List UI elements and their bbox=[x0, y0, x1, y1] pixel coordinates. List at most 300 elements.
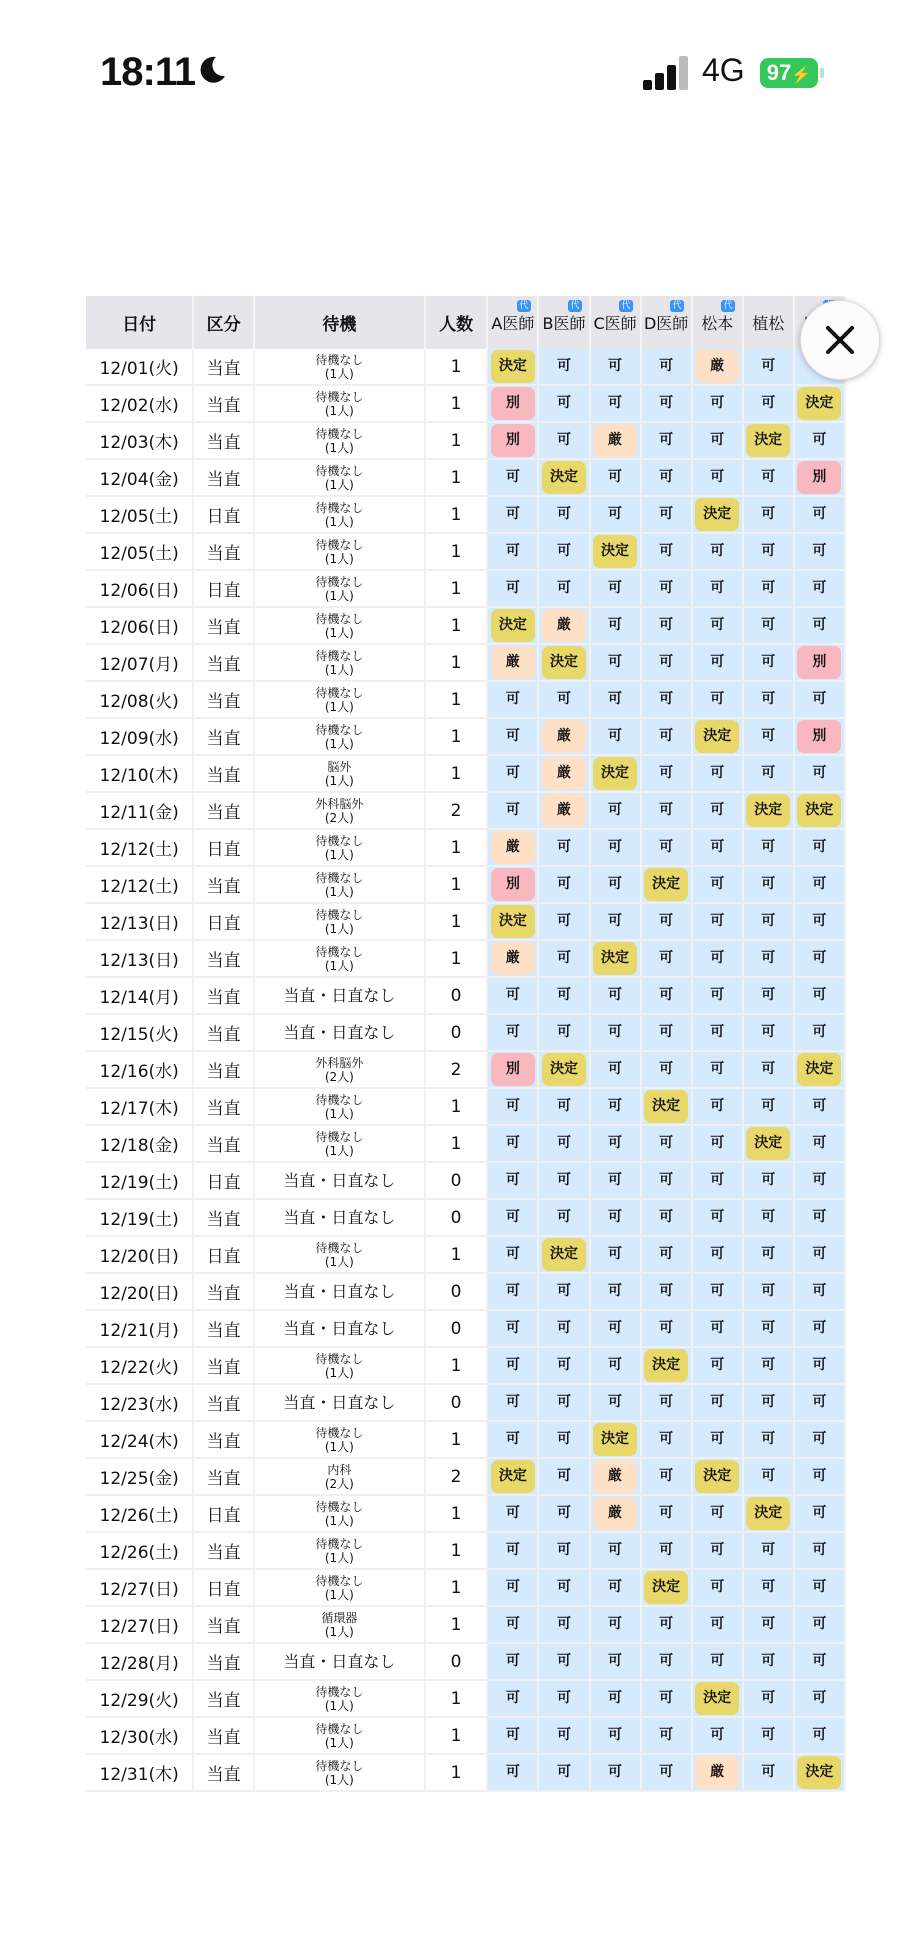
availability-cell[interactable] bbox=[538, 866, 589, 903]
availability-cell[interactable] bbox=[794, 1606, 845, 1643]
availability-cell[interactable] bbox=[590, 755, 641, 792]
availability-cell[interactable] bbox=[743, 1643, 794, 1680]
availability-cell[interactable] bbox=[743, 1384, 794, 1421]
availability-cell[interactable] bbox=[692, 422, 743, 459]
availability-cell[interactable] bbox=[794, 1680, 845, 1717]
availability-cell[interactable] bbox=[692, 570, 743, 607]
availability-cell[interactable] bbox=[641, 496, 692, 533]
availability-cell[interactable] bbox=[794, 459, 845, 496]
availability-cell[interactable] bbox=[487, 1569, 538, 1606]
availability-cell[interactable] bbox=[641, 1643, 692, 1680]
availability-cell[interactable] bbox=[538, 1717, 589, 1754]
availability-cell[interactable] bbox=[487, 792, 538, 829]
availability-cell[interactable] bbox=[590, 1051, 641, 1088]
availability-cell[interactable] bbox=[538, 792, 589, 829]
availability-cell[interactable] bbox=[538, 1310, 589, 1347]
availability-cell[interactable] bbox=[794, 718, 845, 755]
availability-cell[interactable] bbox=[794, 385, 845, 422]
availability-cell[interactable] bbox=[538, 1384, 589, 1421]
availability-cell[interactable] bbox=[590, 1125, 641, 1162]
availability-cell[interactable] bbox=[487, 385, 538, 422]
availability-cell[interactable] bbox=[590, 496, 641, 533]
availability-cell[interactable] bbox=[794, 1014, 845, 1051]
availability-cell[interactable] bbox=[590, 459, 641, 496]
availability-cell[interactable] bbox=[487, 1310, 538, 1347]
availability-chip: 決定 bbox=[491, 609, 535, 642]
availability-cell[interactable] bbox=[743, 1088, 794, 1125]
schedule-table-container[interactable] bbox=[86, 296, 834, 1790]
availability-cell[interactable] bbox=[590, 1236, 641, 1273]
availability-cell[interactable] bbox=[538, 1199, 589, 1236]
availability-cell[interactable] bbox=[641, 1680, 692, 1717]
availability-cell[interactable] bbox=[487, 422, 538, 459]
availability-cell[interactable] bbox=[692, 1125, 743, 1162]
availability-cell[interactable] bbox=[794, 1532, 845, 1569]
availability-cell[interactable] bbox=[794, 1347, 845, 1384]
availability-cell[interactable] bbox=[538, 1495, 589, 1532]
availability-cell[interactable] bbox=[641, 607, 692, 644]
availability-cell[interactable] bbox=[487, 1125, 538, 1162]
availability-cell[interactable] bbox=[692, 1014, 743, 1051]
row-wait bbox=[254, 829, 425, 866]
availability-cell[interactable] bbox=[743, 1717, 794, 1754]
availability-cell[interactable] bbox=[743, 533, 794, 570]
availability-cell[interactable] bbox=[590, 607, 641, 644]
availability-cell[interactable] bbox=[590, 533, 641, 570]
availability-cell[interactable] bbox=[743, 459, 794, 496]
availability-cell[interactable] bbox=[743, 496, 794, 533]
availability-cell[interactable] bbox=[692, 1199, 743, 1236]
availability-cell[interactable] bbox=[641, 977, 692, 1014]
availability-cell[interactable] bbox=[692, 459, 743, 496]
availability-cell[interactable] bbox=[538, 829, 589, 866]
availability-cell[interactable] bbox=[743, 977, 794, 1014]
row-wait bbox=[254, 1273, 425, 1310]
availability-cell[interactable] bbox=[794, 1495, 845, 1532]
availability-cell[interactable] bbox=[487, 903, 538, 940]
availability-cell[interactable] bbox=[743, 755, 794, 792]
header-doctor[interactable] bbox=[487, 296, 538, 349]
header-doctor[interactable] bbox=[743, 296, 794, 349]
availability-cell[interactable] bbox=[641, 1199, 692, 1236]
availability-cell[interactable] bbox=[590, 1088, 641, 1125]
availability-cell[interactable] bbox=[641, 459, 692, 496]
availability-cell[interactable] bbox=[743, 903, 794, 940]
availability-cell[interactable] bbox=[590, 1162, 641, 1199]
availability-cell[interactable] bbox=[641, 1754, 692, 1791]
availability-cell[interactable] bbox=[538, 459, 589, 496]
availability-cell[interactable] bbox=[692, 1384, 743, 1421]
availability-cell[interactable] bbox=[538, 1643, 589, 1680]
availability-cell[interactable] bbox=[538, 755, 589, 792]
availability-cell[interactable] bbox=[590, 422, 641, 459]
availability-cell[interactable] bbox=[487, 533, 538, 570]
availability-cell[interactable] bbox=[487, 755, 538, 792]
availability-cell[interactable] bbox=[692, 1236, 743, 1273]
availability-cell[interactable] bbox=[538, 385, 589, 422]
header-count[interactable]: 人数 bbox=[425, 296, 488, 349]
header-wait[interactable]: 待機 bbox=[254, 296, 425, 349]
availability-cell[interactable] bbox=[794, 570, 845, 607]
availability-cell[interactable] bbox=[794, 1717, 845, 1754]
availability-cell[interactable] bbox=[641, 681, 692, 718]
availability-cell[interactable] bbox=[641, 1532, 692, 1569]
availability-cell[interactable] bbox=[590, 1495, 641, 1532]
availability-cell[interactable] bbox=[794, 644, 845, 681]
header-doctor[interactable] bbox=[692, 296, 743, 349]
availability-cell[interactable] bbox=[487, 1643, 538, 1680]
availability-cell[interactable] bbox=[538, 570, 589, 607]
availability-cell[interactable] bbox=[794, 1125, 845, 1162]
availability-cell[interactable] bbox=[538, 1569, 589, 1606]
availability-cell[interactable] bbox=[743, 1236, 794, 1273]
availability-cell[interactable] bbox=[794, 1569, 845, 1606]
availability-cell[interactable] bbox=[487, 1384, 538, 1421]
availability-cell[interactable] bbox=[538, 1532, 589, 1569]
availability-cell[interactable] bbox=[692, 1273, 743, 1310]
availability-cell[interactable] bbox=[538, 681, 589, 718]
availability-cell[interactable] bbox=[538, 533, 589, 570]
availability-cell[interactable] bbox=[487, 459, 538, 496]
availability-cell[interactable] bbox=[743, 1051, 794, 1088]
availability-cell[interactable] bbox=[743, 1421, 794, 1458]
availability-cell[interactable] bbox=[487, 1273, 538, 1310]
availability-cell[interactable] bbox=[487, 1014, 538, 1051]
availability-cell[interactable] bbox=[743, 422, 794, 459]
availability-cell[interactable] bbox=[692, 1495, 743, 1532]
availability-cell[interactable] bbox=[487, 1458, 538, 1495]
availability-cell[interactable] bbox=[590, 1014, 641, 1051]
availability-cell[interactable] bbox=[538, 607, 589, 644]
row-kubun: 日直 bbox=[193, 570, 253, 607]
availability-cell[interactable] bbox=[794, 977, 845, 1014]
availability-cell[interactable] bbox=[590, 349, 641, 385]
availability-cell[interactable] bbox=[794, 496, 845, 533]
availability-cell[interactable] bbox=[743, 1458, 794, 1495]
availability-cell[interactable] bbox=[590, 1347, 641, 1384]
availability-cell[interactable] bbox=[743, 718, 794, 755]
header-doctor[interactable] bbox=[641, 296, 692, 349]
availability-cell[interactable] bbox=[794, 1458, 845, 1495]
availability-chip: 可 bbox=[505, 1542, 520, 1558]
availability-cell[interactable] bbox=[743, 1162, 794, 1199]
availability-cell[interactable] bbox=[692, 681, 743, 718]
availability-cell[interactable] bbox=[487, 1347, 538, 1384]
availability-cell[interactable] bbox=[641, 1347, 692, 1384]
availability-cell[interactable] bbox=[692, 1680, 743, 1717]
availability-cell[interactable] bbox=[743, 681, 794, 718]
availability-cell[interactable] bbox=[794, 1162, 845, 1199]
availability-cell[interactable] bbox=[794, 1088, 845, 1125]
availability-cell[interactable] bbox=[538, 644, 589, 681]
availability-cell[interactable] bbox=[487, 1421, 538, 1458]
availability-cell[interactable] bbox=[743, 607, 794, 644]
availability-cell[interactable] bbox=[692, 1088, 743, 1125]
availability-cell[interactable] bbox=[487, 1717, 538, 1754]
availability-cell[interactable] bbox=[487, 1754, 538, 1791]
availability-cell[interactable] bbox=[641, 1088, 692, 1125]
availability-cell[interactable] bbox=[692, 940, 743, 977]
availability-cell[interactable] bbox=[794, 1273, 845, 1310]
availability-cell[interactable] bbox=[487, 829, 538, 866]
wait-line: 当直・日直なし bbox=[283, 1170, 396, 1190]
availability-cell[interactable] bbox=[794, 1199, 845, 1236]
availability-cell[interactable] bbox=[590, 1717, 641, 1754]
availability-cell[interactable] bbox=[743, 792, 794, 829]
header-kubun[interactable]: 区分 bbox=[193, 296, 253, 349]
availability-cell[interactable] bbox=[590, 792, 641, 829]
availability-cell[interactable] bbox=[641, 1236, 692, 1273]
availability-cell[interactable] bbox=[590, 1754, 641, 1791]
availability-cell[interactable] bbox=[692, 1162, 743, 1199]
availability-cell[interactable] bbox=[538, 1236, 589, 1273]
availability-cell[interactable] bbox=[538, 1051, 589, 1088]
availability-cell[interactable] bbox=[538, 349, 589, 385]
availability-cell[interactable] bbox=[590, 1680, 641, 1717]
availability-cell[interactable] bbox=[538, 1162, 589, 1199]
availability-cell[interactable] bbox=[743, 1606, 794, 1643]
availability-cell[interactable] bbox=[487, 681, 538, 718]
availability-cell[interactable] bbox=[692, 1569, 743, 1606]
availability-cell[interactable] bbox=[538, 1421, 589, 1458]
availability-cell[interactable] bbox=[692, 1532, 743, 1569]
availability-cell[interactable] bbox=[487, 1162, 538, 1199]
availability-cell[interactable] bbox=[590, 570, 641, 607]
availability-cell[interactable] bbox=[743, 644, 794, 681]
availability-cell[interactable] bbox=[794, 866, 845, 903]
availability-cell[interactable] bbox=[692, 866, 743, 903]
availability-cell[interactable] bbox=[692, 829, 743, 866]
availability-cell[interactable] bbox=[641, 570, 692, 607]
availability-cell[interactable] bbox=[590, 1199, 641, 1236]
availability-cell[interactable] bbox=[487, 866, 538, 903]
availability-cell[interactable] bbox=[692, 1458, 743, 1495]
availability-cell[interactable] bbox=[692, 718, 743, 755]
availability-cell[interactable] bbox=[487, 607, 538, 644]
availability-cell[interactable] bbox=[794, 903, 845, 940]
availability-cell[interactable] bbox=[487, 1051, 538, 1088]
header-doctor[interactable] bbox=[538, 296, 589, 349]
availability-cell[interactable] bbox=[590, 644, 641, 681]
availability-cell[interactable] bbox=[487, 940, 538, 977]
availability-cell[interactable] bbox=[743, 349, 794, 385]
availability-cell[interactable] bbox=[692, 1051, 743, 1088]
availability-cell[interactable] bbox=[641, 644, 692, 681]
availability-cell[interactable] bbox=[487, 570, 538, 607]
availability-cell[interactable] bbox=[487, 1680, 538, 1717]
availability-cell[interactable] bbox=[487, 496, 538, 533]
availability-cell[interactable] bbox=[743, 1754, 794, 1791]
availability-cell[interactable] bbox=[487, 718, 538, 755]
availability-cell[interactable] bbox=[641, 422, 692, 459]
availability-cell[interactable] bbox=[487, 1088, 538, 1125]
availability-cell[interactable] bbox=[590, 1458, 641, 1495]
availability-cell[interactable] bbox=[794, 940, 845, 977]
row-date: 12/15(火) bbox=[86, 1014, 193, 1051]
availability-cell[interactable] bbox=[538, 718, 589, 755]
availability-cell[interactable] bbox=[794, 607, 845, 644]
close-button[interactable] bbox=[800, 300, 880, 380]
availability-cell[interactable] bbox=[538, 1680, 589, 1717]
availability-cell[interactable] bbox=[590, 866, 641, 903]
availability-cell[interactable] bbox=[538, 1754, 589, 1791]
availability-cell[interactable] bbox=[794, 1310, 845, 1347]
availability-cell[interactable] bbox=[641, 755, 692, 792]
availability-cell[interactable] bbox=[794, 681, 845, 718]
availability-cell[interactable] bbox=[794, 755, 845, 792]
availability-cell[interactable] bbox=[641, 1569, 692, 1606]
availability-cell[interactable] bbox=[641, 349, 692, 385]
availability-cell[interactable] bbox=[692, 755, 743, 792]
availability-cell[interactable] bbox=[743, 940, 794, 977]
availability-cell[interactable] bbox=[538, 1125, 589, 1162]
availability-cell[interactable] bbox=[641, 1421, 692, 1458]
availability-cell[interactable] bbox=[590, 1643, 641, 1680]
availability-cell[interactable] bbox=[641, 1606, 692, 1643]
availability-cell[interactable] bbox=[590, 1569, 641, 1606]
availability-cell[interactable] bbox=[794, 829, 845, 866]
availability-chip: 可 bbox=[710, 543, 725, 559]
availability-cell[interactable] bbox=[641, 533, 692, 570]
availability-cell[interactable] bbox=[692, 607, 743, 644]
availability-cell[interactable] bbox=[794, 422, 845, 459]
availability-cell[interactable] bbox=[538, 422, 589, 459]
availability-cell[interactable] bbox=[743, 1495, 794, 1532]
availability-cell[interactable] bbox=[487, 1199, 538, 1236]
availability-cell[interactable] bbox=[692, 903, 743, 940]
availability-cell[interactable] bbox=[590, 385, 641, 422]
availability-cell[interactable] bbox=[743, 1569, 794, 1606]
availability-cell[interactable] bbox=[590, 718, 641, 755]
availability-cell[interactable] bbox=[538, 940, 589, 977]
availability-cell[interactable] bbox=[590, 1606, 641, 1643]
availability-cell[interactable] bbox=[794, 533, 845, 570]
row-count: 2 bbox=[425, 792, 488, 829]
availability-cell[interactable] bbox=[743, 1310, 794, 1347]
availability-cell[interactable] bbox=[692, 792, 743, 829]
availability-cell[interactable] bbox=[538, 1088, 589, 1125]
availability-cell[interactable] bbox=[590, 1384, 641, 1421]
availability-cell[interactable] bbox=[794, 1421, 845, 1458]
availability-cell[interactable] bbox=[692, 977, 743, 1014]
availability-cell[interactable] bbox=[538, 977, 589, 1014]
availability-chip: 可 bbox=[812, 1468, 827, 1484]
availability-cell[interactable] bbox=[487, 1495, 538, 1532]
table-row bbox=[86, 1754, 845, 1791]
availability-cell[interactable] bbox=[641, 829, 692, 866]
availability-cell[interactable] bbox=[641, 1310, 692, 1347]
availability-cell[interactable] bbox=[538, 1606, 589, 1643]
availability-cell[interactable] bbox=[538, 903, 589, 940]
availability-cell[interactable] bbox=[794, 1051, 845, 1088]
availability-cell[interactable] bbox=[487, 1236, 538, 1273]
availability-cell[interactable] bbox=[794, 1236, 845, 1273]
availability-cell[interactable] bbox=[794, 1754, 845, 1791]
availability-cell[interactable] bbox=[590, 1273, 641, 1310]
availability-cell[interactable] bbox=[641, 1125, 692, 1162]
availability-cell[interactable] bbox=[794, 1384, 845, 1421]
availability-cell[interactable] bbox=[641, 385, 692, 422]
availability-cell[interactable] bbox=[538, 496, 589, 533]
availability-cell[interactable] bbox=[743, 570, 794, 607]
availability-chip: 可 bbox=[761, 1246, 776, 1262]
availability-cell[interactable] bbox=[692, 1421, 743, 1458]
availability-cell[interactable] bbox=[692, 349, 743, 385]
availability-cell[interactable] bbox=[743, 385, 794, 422]
availability-cell[interactable] bbox=[590, 681, 641, 718]
availability-cell[interactable] bbox=[590, 829, 641, 866]
availability-cell[interactable] bbox=[487, 644, 538, 681]
availability-cell[interactable] bbox=[538, 1014, 589, 1051]
availability-cell[interactable] bbox=[692, 1310, 743, 1347]
availability-cell[interactable] bbox=[743, 866, 794, 903]
availability-cell[interactable] bbox=[692, 1754, 743, 1791]
availability-cell[interactable] bbox=[692, 1606, 743, 1643]
availability-cell[interactable] bbox=[641, 1384, 692, 1421]
availability-cell[interactable] bbox=[743, 1273, 794, 1310]
availability-cell[interactable] bbox=[692, 496, 743, 533]
availability-cell[interactable] bbox=[692, 644, 743, 681]
availability-cell[interactable] bbox=[590, 1532, 641, 1569]
header-date[interactable]: 日付 bbox=[86, 296, 193, 349]
availability-cell[interactable] bbox=[641, 1458, 692, 1495]
availability-cell[interactable] bbox=[743, 1199, 794, 1236]
availability-cell[interactable] bbox=[641, 1051, 692, 1088]
availability-cell[interactable] bbox=[641, 1162, 692, 1199]
wait-line: 待機なし bbox=[315, 833, 364, 848]
availability-cell[interactable] bbox=[743, 1125, 794, 1162]
availability-cell[interactable] bbox=[641, 866, 692, 903]
availability-cell[interactable] bbox=[641, 1495, 692, 1532]
availability-cell[interactable] bbox=[692, 1643, 743, 1680]
availability-cell[interactable] bbox=[538, 1273, 589, 1310]
availability-cell[interactable] bbox=[641, 718, 692, 755]
availability-cell[interactable] bbox=[641, 903, 692, 940]
availability-cell[interactable] bbox=[692, 1347, 743, 1384]
availability-cell[interactable] bbox=[641, 1717, 692, 1754]
availability-cell[interactable] bbox=[743, 1014, 794, 1051]
row-date: 12/31(木) bbox=[86, 1754, 193, 1791]
availability-cell[interactable] bbox=[590, 977, 641, 1014]
availability-cell[interactable] bbox=[641, 1014, 692, 1051]
availability-cell[interactable] bbox=[743, 829, 794, 866]
availability-cell[interactable] bbox=[487, 1532, 538, 1569]
availability-cell[interactable] bbox=[692, 1717, 743, 1754]
availability-cell[interactable] bbox=[641, 1273, 692, 1310]
availability-cell[interactable] bbox=[538, 1347, 589, 1384]
availability-cell[interactable] bbox=[743, 1532, 794, 1569]
availability-cell[interactable] bbox=[590, 903, 641, 940]
availability-cell[interactable] bbox=[487, 977, 538, 1014]
availability-cell[interactable] bbox=[794, 1643, 845, 1680]
availability-cell[interactable] bbox=[641, 792, 692, 829]
availability-cell[interactable] bbox=[794, 792, 845, 829]
availability-cell[interactable] bbox=[692, 385, 743, 422]
availability-cell[interactable] bbox=[743, 1347, 794, 1384]
availability-cell[interactable] bbox=[641, 940, 692, 977]
availability-cell[interactable] bbox=[487, 349, 538, 385]
availability-cell[interactable] bbox=[487, 1606, 538, 1643]
row-kubun: 当直 bbox=[193, 718, 253, 755]
availability-cell[interactable] bbox=[590, 1421, 641, 1458]
availability-cell[interactable] bbox=[743, 1680, 794, 1717]
availability-cell[interactable] bbox=[692, 533, 743, 570]
header-doctor[interactable] bbox=[590, 296, 641, 349]
availability-cell[interactable] bbox=[538, 1458, 589, 1495]
availability-cell[interactable] bbox=[590, 940, 641, 977]
availability-cell[interactable] bbox=[590, 1310, 641, 1347]
row-wait bbox=[254, 1680, 425, 1717]
